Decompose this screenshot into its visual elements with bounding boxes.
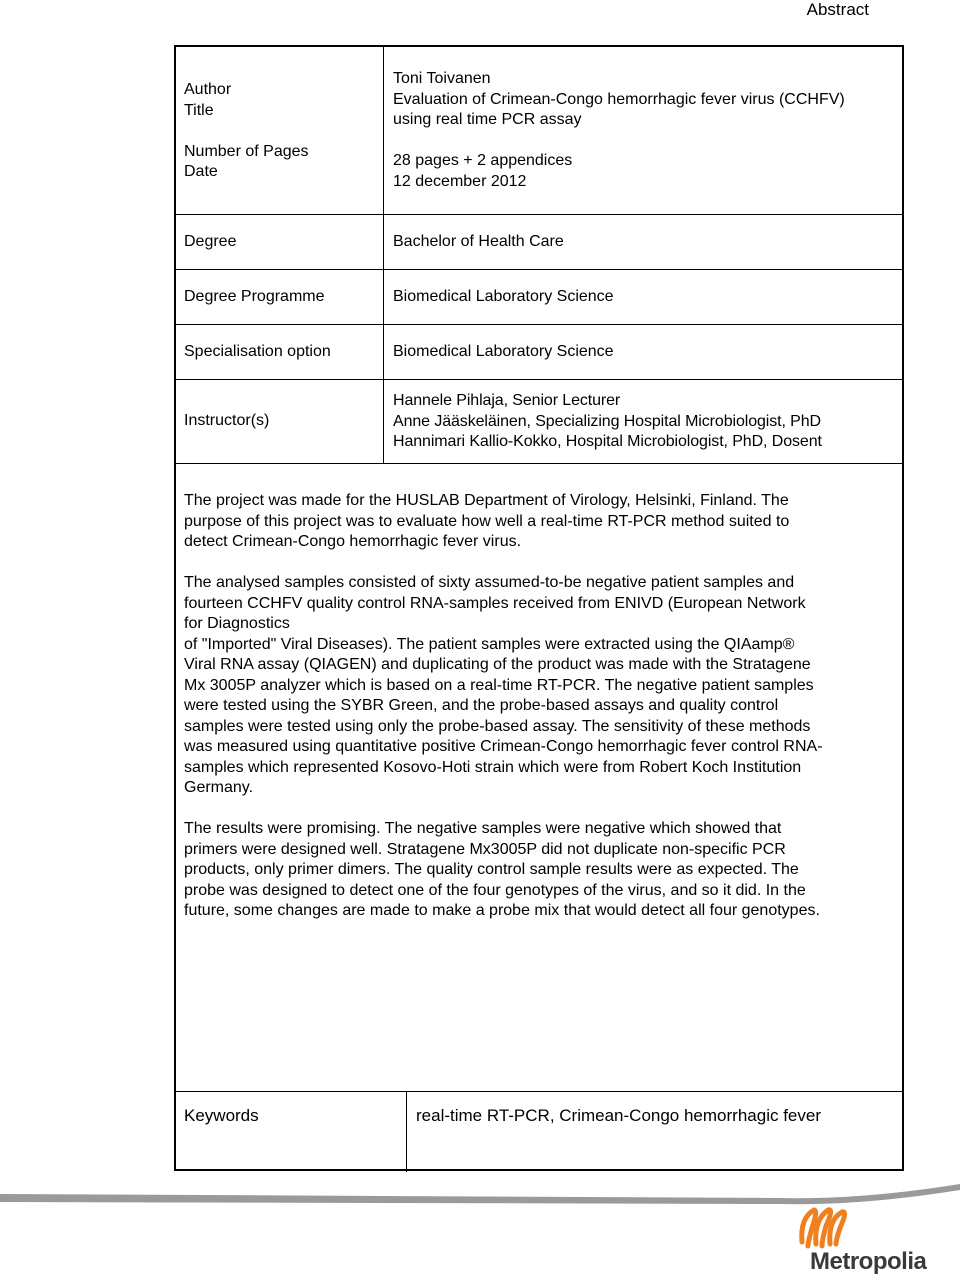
metropolia-logo-text: Metropolia xyxy=(810,1248,927,1275)
abstract-form xyxy=(174,45,904,1171)
instructor-2: Anne Jääskeläinen, Specializing Hospital Microbiologist, PhD xyxy=(393,412,822,430)
specialisation-label: Specialisation option xyxy=(176,325,384,379)
info-block-row xyxy=(176,47,902,215)
abstract-paragraph-2: The analysed samples consisted of sixty assumed-to-be negative patient samples and fourteen CCHFV quality control RNA-samples received from ENIVD (European Network for Diagnostics of "Imported" Viral Diseases). The patient samples were extracted using the QIAamp® Viral RNA assay (QIAGEN) and duplicating of the product was made with the Stratagene Mx 3005P analyzer which is based on a real-time RT-PCR. The negative patient samples were tested using the SYBR Green, and the probe-based assays and quality control samples were tested using only the probe-based assay. The sensitivity of these methods was measured using quantitative positive Crimean-Congo hemorrhagic fever control RNA- samples which represented Kosovo-Hoti strain which were from Robert Koch Institution Germany. xyxy=(184,574,823,796)
degree-value: Bachelor of Health Care xyxy=(393,232,564,250)
label-number-of-pages: Number of Pages xyxy=(184,142,309,160)
keywords-divider xyxy=(406,1092,407,1172)
degree-row xyxy=(176,215,902,270)
date-value: 12 december 2012 xyxy=(393,172,527,190)
keywords-value: real-time RT-PCR, Crimean-Congo hemorrhagic fever xyxy=(416,1106,821,1125)
degree-programme-value: Biomedical Laboratory Science xyxy=(393,287,614,305)
label-date: Date xyxy=(184,163,218,180)
instructor-1: Hannele Pihlaja, Senior Lecturer xyxy=(393,392,621,409)
instructors-row xyxy=(176,380,902,464)
instructors-values xyxy=(384,380,902,463)
author-value: Toni Toivanen xyxy=(393,70,491,87)
specialisation-value: Biomedical Laboratory Science xyxy=(393,342,614,360)
degree-label: Degree xyxy=(176,215,384,269)
instructors-label: Instructor(s) xyxy=(176,380,384,463)
abstract-paragraph-1: The project was made for the HUSLAB Department of Virology, Helsinki, Finland. The purpose of this project was to evaluate how well a real-time RT-PCR method suited to detect Crimean-Congo hemorrhagic fever virus. xyxy=(184,492,790,550)
pages-value: 28 pages + 2 appendices xyxy=(393,152,573,169)
title-value-line2: using real time PCR assay xyxy=(393,111,582,128)
info-labels xyxy=(176,47,384,214)
keywords-label: Keywords xyxy=(184,1106,259,1125)
specialisation-row xyxy=(176,325,902,380)
title-value-line1: Evaluation of Crimean-Congo hemorrhagic fever virus (CCHFV) xyxy=(393,90,845,108)
info-values xyxy=(384,47,902,214)
label-title: Title xyxy=(184,101,214,119)
keywords-row xyxy=(176,1091,902,1172)
instructor-3: Hannimari Kallio-Kokko, Hospital Microbiologist, PhD, Dosent xyxy=(393,433,822,450)
abstract-body xyxy=(184,491,896,942)
label-spacer xyxy=(184,121,383,142)
value-spacer xyxy=(393,131,902,152)
page-header: Abstract xyxy=(806,0,869,19)
label-author: Author xyxy=(184,81,232,98)
abstract-paragraph-3: The results were promising. The negative samples were negative which showed that primers were designed well. Stratagene Mx3005P did not duplicate non-specific PCR products, only primer dimers. The quality control sample results were as expected. The probe was designed to detect one of the four genotypes of the virus, and so it did. In the future, some changes are made to make a probe mix that would detect all four genotypes. xyxy=(184,820,820,919)
degree-programme-label: Degree Programme xyxy=(176,270,384,324)
degree-programme-row xyxy=(176,270,902,325)
